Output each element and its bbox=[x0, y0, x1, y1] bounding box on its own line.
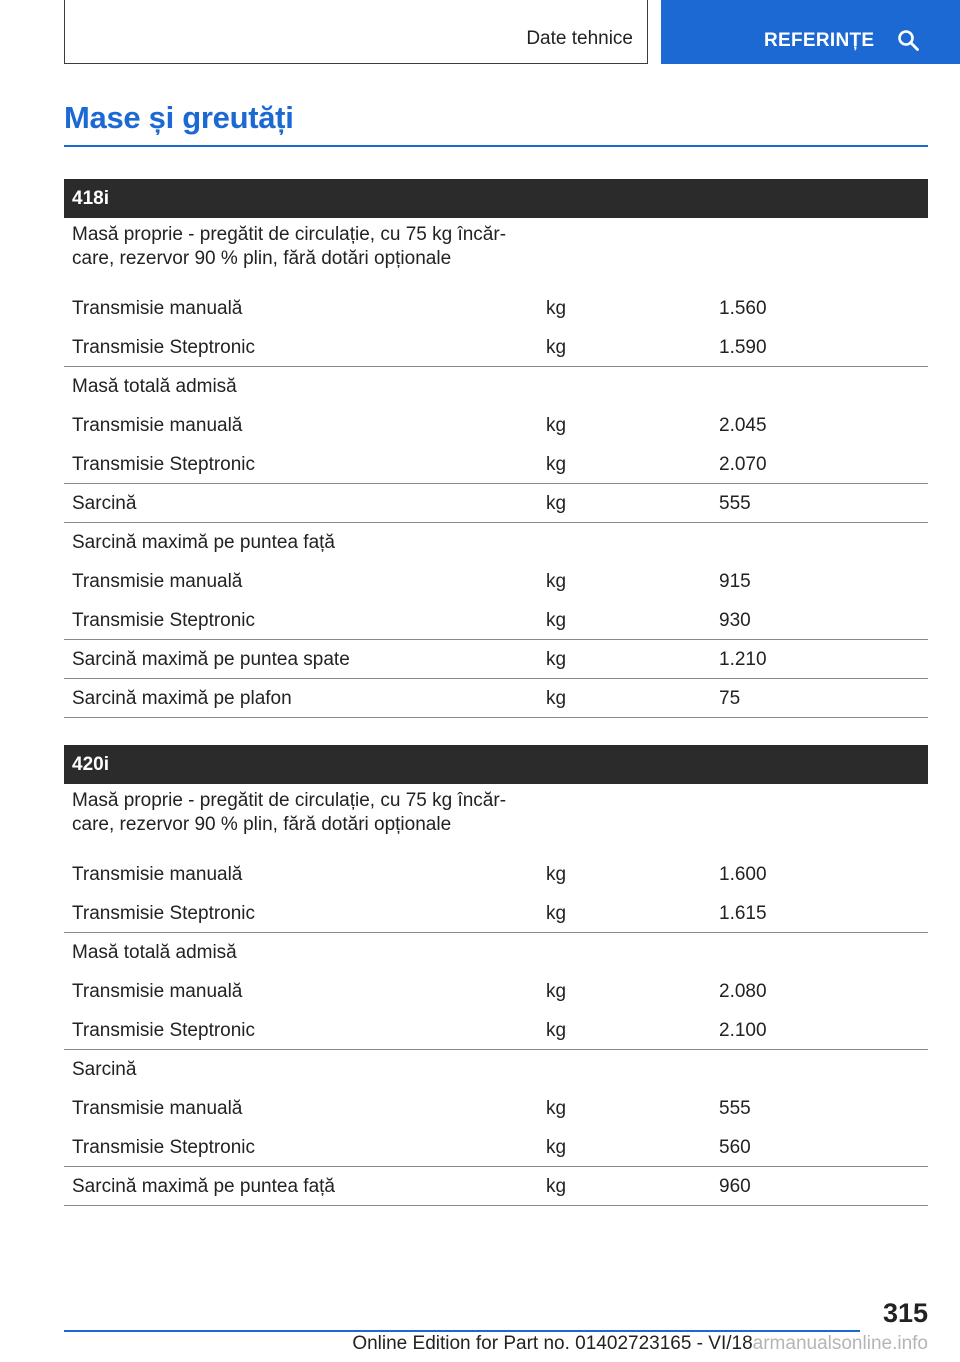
table-row bbox=[64, 679, 928, 718]
row-value: 75 bbox=[719, 688, 741, 709]
row-unit: kg bbox=[546, 1137, 567, 1158]
reference-tab-label: REFERINȚE bbox=[764, 30, 875, 51]
row-unit: kg bbox=[546, 415, 567, 436]
reference-tab[interactable] bbox=[661, 0, 960, 64]
table-row bbox=[64, 484, 928, 523]
row-label: Transmisie Steptronic bbox=[72, 454, 256, 475]
footer-edition bbox=[0, 1333, 928, 1355]
row-label: Sarcină maximă pe puntea față bbox=[72, 532, 335, 553]
table-row bbox=[64, 328, 928, 367]
table-row bbox=[64, 367, 928, 406]
row-label: Masă totală admisă bbox=[72, 376, 237, 397]
table-row bbox=[64, 406, 928, 445]
row-label: Transmisie manuală bbox=[72, 864, 243, 885]
footer-edition-text: Online Edition for Part no. 01402723165 - VI/18 bbox=[352, 1333, 753, 1354]
table-row bbox=[64, 894, 928, 933]
row-unit: kg bbox=[546, 1020, 567, 1041]
row-label: Transmisie Steptronic bbox=[72, 1137, 256, 1158]
table-row bbox=[64, 562, 928, 601]
table-row bbox=[64, 289, 928, 328]
table-row bbox=[64, 1167, 928, 1206]
row-unit: kg bbox=[546, 454, 567, 475]
row-label: Transmisie Steptronic bbox=[72, 1020, 256, 1041]
row-label: Transmisie manuală bbox=[72, 415, 243, 436]
row-value: 1.560 bbox=[719, 298, 767, 319]
row-value: 2.100 bbox=[719, 1020, 767, 1041]
table-row bbox=[64, 218, 928, 289]
row-value: 960 bbox=[719, 1176, 751, 1197]
table-heading: 420i bbox=[64, 745, 928, 784]
section-tab-label: Date tehnice bbox=[526, 28, 633, 49]
row-value: 915 bbox=[719, 571, 751, 592]
row-value: 1.210 bbox=[719, 649, 767, 670]
title-divider bbox=[64, 145, 928, 147]
row-value: 560 bbox=[719, 1137, 751, 1158]
table-heading: 418i bbox=[64, 179, 928, 218]
table-row bbox=[64, 523, 928, 562]
row-unit: kg bbox=[546, 981, 567, 1002]
row-unit: kg bbox=[546, 649, 567, 670]
footer-divider bbox=[64, 1330, 860, 1332]
table-row bbox=[64, 1128, 928, 1167]
footer-watermark: armanualsonline.info bbox=[752, 1333, 928, 1354]
row-label: Transmisie Steptronic bbox=[72, 337, 256, 358]
table-row bbox=[64, 784, 928, 855]
row-label: Transmisie Steptronic bbox=[72, 903, 256, 924]
row-label: Transmisie manuală bbox=[72, 298, 243, 319]
spec-table-420i bbox=[64, 745, 928, 1206]
table-row bbox=[64, 640, 928, 679]
row-label: Masă proprie - pregătit de circulație, cu 75 kg încăr- care, rezervor 90 % plin, fără dotări opționale bbox=[72, 224, 507, 269]
row-unit: kg bbox=[546, 864, 567, 885]
table-row bbox=[64, 1050, 928, 1089]
row-label: Sarcină bbox=[72, 1059, 137, 1080]
row-unit: kg bbox=[546, 903, 567, 924]
row-unit: kg bbox=[546, 1098, 567, 1119]
table-row bbox=[64, 1089, 928, 1128]
row-value: 2.080 bbox=[719, 981, 767, 1002]
page-title: Mase și greutăți bbox=[64, 100, 294, 135]
row-label: Transmisie manuală bbox=[72, 1098, 243, 1119]
page-number: 315 bbox=[882, 1298, 928, 1328]
row-label: Sarcină maximă pe puntea față bbox=[72, 1176, 335, 1197]
table-row bbox=[64, 1011, 928, 1050]
spec-table-418i bbox=[64, 179, 928, 718]
row-label: Transmisie manuală bbox=[72, 571, 243, 592]
row-label: Sarcină maximă pe plafon bbox=[72, 688, 292, 709]
section-tab bbox=[64, 0, 648, 64]
row-label: Sarcină bbox=[72, 493, 137, 514]
row-value: 555 bbox=[719, 1098, 751, 1119]
row-unit: kg bbox=[546, 688, 567, 709]
table-row bbox=[64, 445, 928, 484]
row-unit: kg bbox=[546, 610, 567, 631]
row-value: 1.600 bbox=[719, 864, 767, 885]
row-label: Masă proprie - pregătit de circulație, cu 75 kg încăr- care, rezervor 90 % plin, fără dotări opționale bbox=[72, 790, 507, 835]
row-value: 1.590 bbox=[719, 337, 767, 358]
row-value: 2.070 bbox=[719, 454, 767, 475]
row-value: 2.045 bbox=[719, 415, 767, 436]
table-row bbox=[64, 933, 928, 972]
row-label: Transmisie Steptronic bbox=[72, 610, 256, 631]
row-value: 555 bbox=[719, 493, 751, 514]
row-unit: kg bbox=[546, 1176, 567, 1197]
row-label: Sarcină maximă pe puntea spate bbox=[72, 649, 350, 670]
row-value: 1.615 bbox=[719, 903, 767, 924]
row-label: Transmisie manuală bbox=[72, 981, 243, 1002]
row-unit: kg bbox=[546, 493, 567, 514]
row-unit: kg bbox=[546, 571, 567, 592]
row-value: 930 bbox=[719, 610, 751, 631]
search-icon[interactable] bbox=[896, 28, 920, 52]
table-row bbox=[64, 601, 928, 640]
table-row bbox=[64, 972, 928, 1011]
row-unit: kg bbox=[546, 298, 567, 319]
row-unit: kg bbox=[546, 337, 567, 358]
table-row bbox=[64, 855, 928, 894]
row-label: Masă totală admisă bbox=[72, 942, 237, 963]
